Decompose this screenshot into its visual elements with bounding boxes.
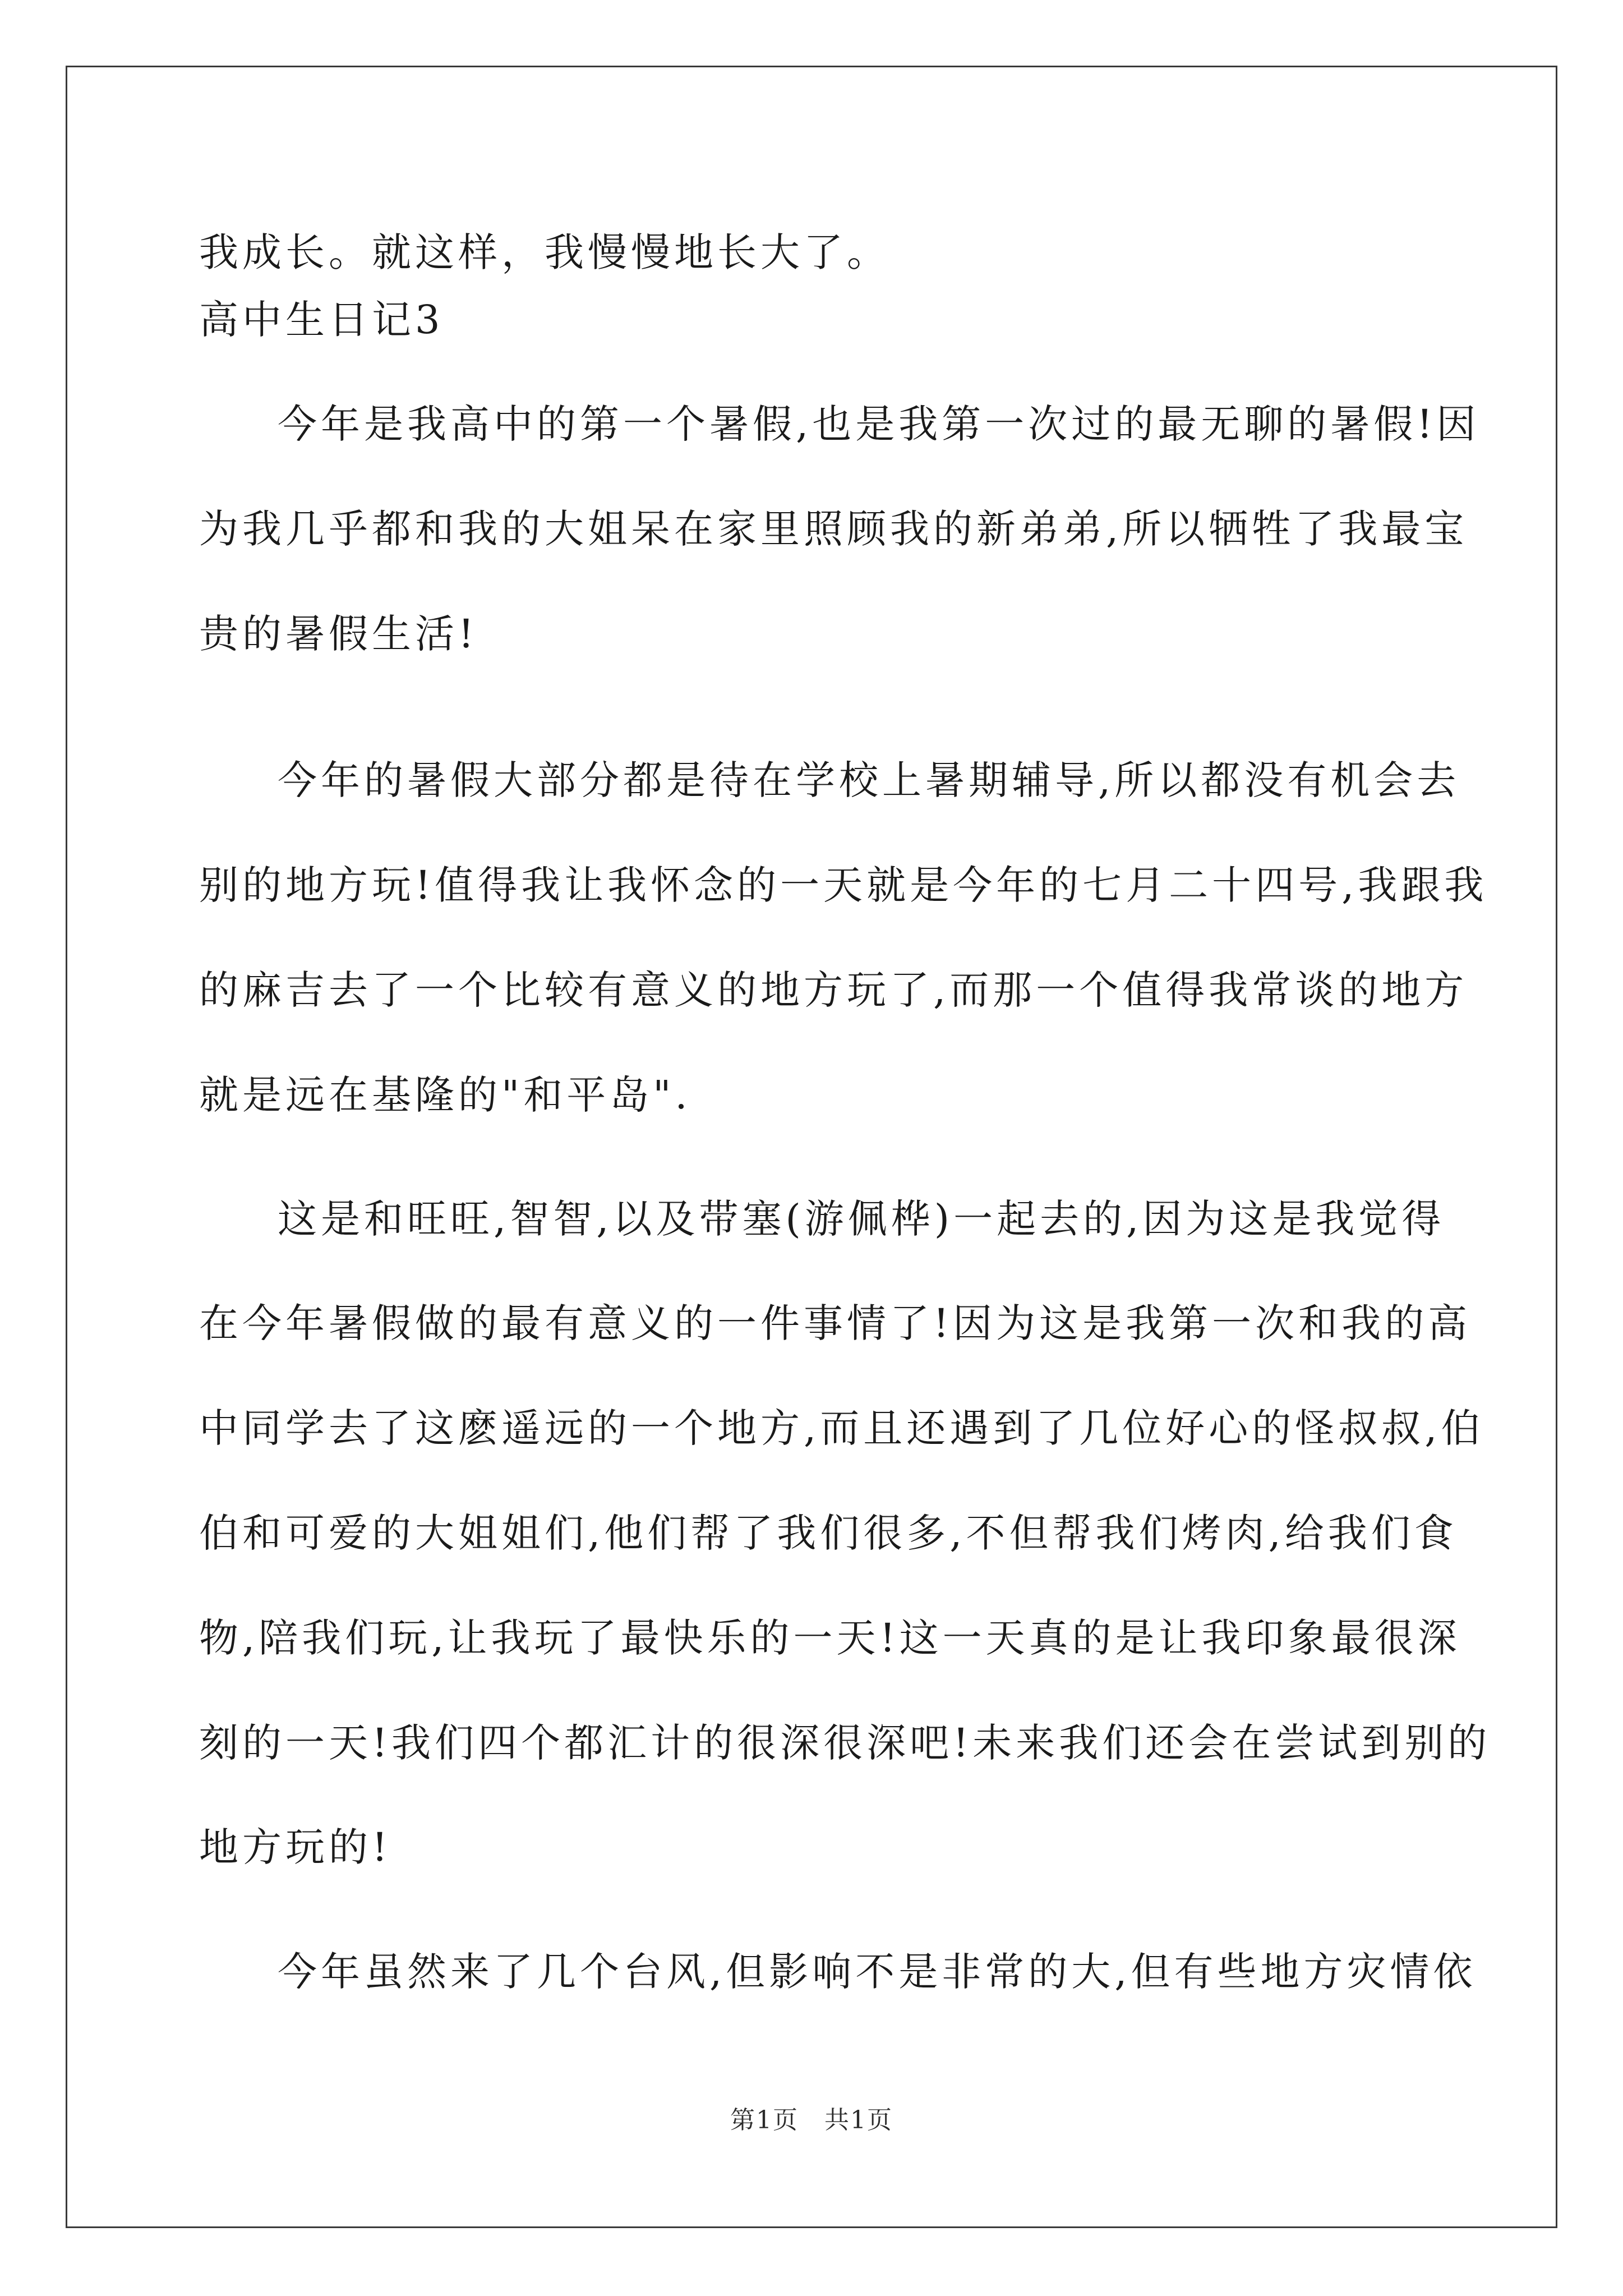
text-line: 在今年暑假做的最有意义的一件事情了!因为这是我第一次和我的高 — [199, 1300, 1472, 1346]
text-line: 为我几乎都和我的大姐呆在家里照顾我的新弟弟,所以牺牲了我最宝 — [199, 506, 1468, 552]
text-line: 今年是我高中的第一个暑假,也是我第一次过的最无聊的暑假!因 — [278, 401, 1480, 447]
text-line: 这是和旺旺,智智,以及带塞(游佩桦)一起去的,因为这是我觉得 — [278, 1196, 1445, 1242]
text-line: 物,陪我们玩,让我玩了最快乐的一天!这一天真的是让我印象最很深 — [199, 1615, 1461, 1661]
text-line: 伯和可爱的大姐姐们,他们帮了我们很多,不但帮我们烤肉,给我们食 — [199, 1510, 1458, 1556]
text-line: 我成长。就这样，我慢慢地长大了。 — [199, 229, 890, 275]
page-number-footer: 第1页 共1页 — [730, 2106, 893, 2134]
text-line: 贵的暑假生活! — [199, 611, 478, 657]
text-line: 今年的暑假大部分都是待在学校上暑期辅导,所以都没有机会去 — [278, 757, 1460, 803]
section-heading: 高中生日记3 — [199, 297, 444, 343]
text-line: 就是远在基隆的"和平岛". — [199, 1072, 691, 1118]
text-line: 中同学去了这麽遥远的一个地方,而且还遇到了几位好心的怪叔叔,伯 — [199, 1405, 1484, 1451]
text-line: 的麻吉去了一个比较有意义的地方玩了,而那一个值得我常谈的地方 — [199, 967, 1468, 1013]
text-line: 地方玩的! — [199, 1824, 392, 1870]
page-border — [66, 66, 1557, 2228]
text-line: 今年虽然来了几个台风,但影响不是非常的大,但有些地方灾情依 — [278, 1949, 1477, 1995]
text-line: 别的地方玩!值得我让我怀念的一天就是今年的七月二十四号,我跟我 — [199, 862, 1488, 908]
text-line: 刻的一天!我们四个都汇计的很深很深吧!未来我们还会在尝试到别的 — [199, 1720, 1491, 1766]
